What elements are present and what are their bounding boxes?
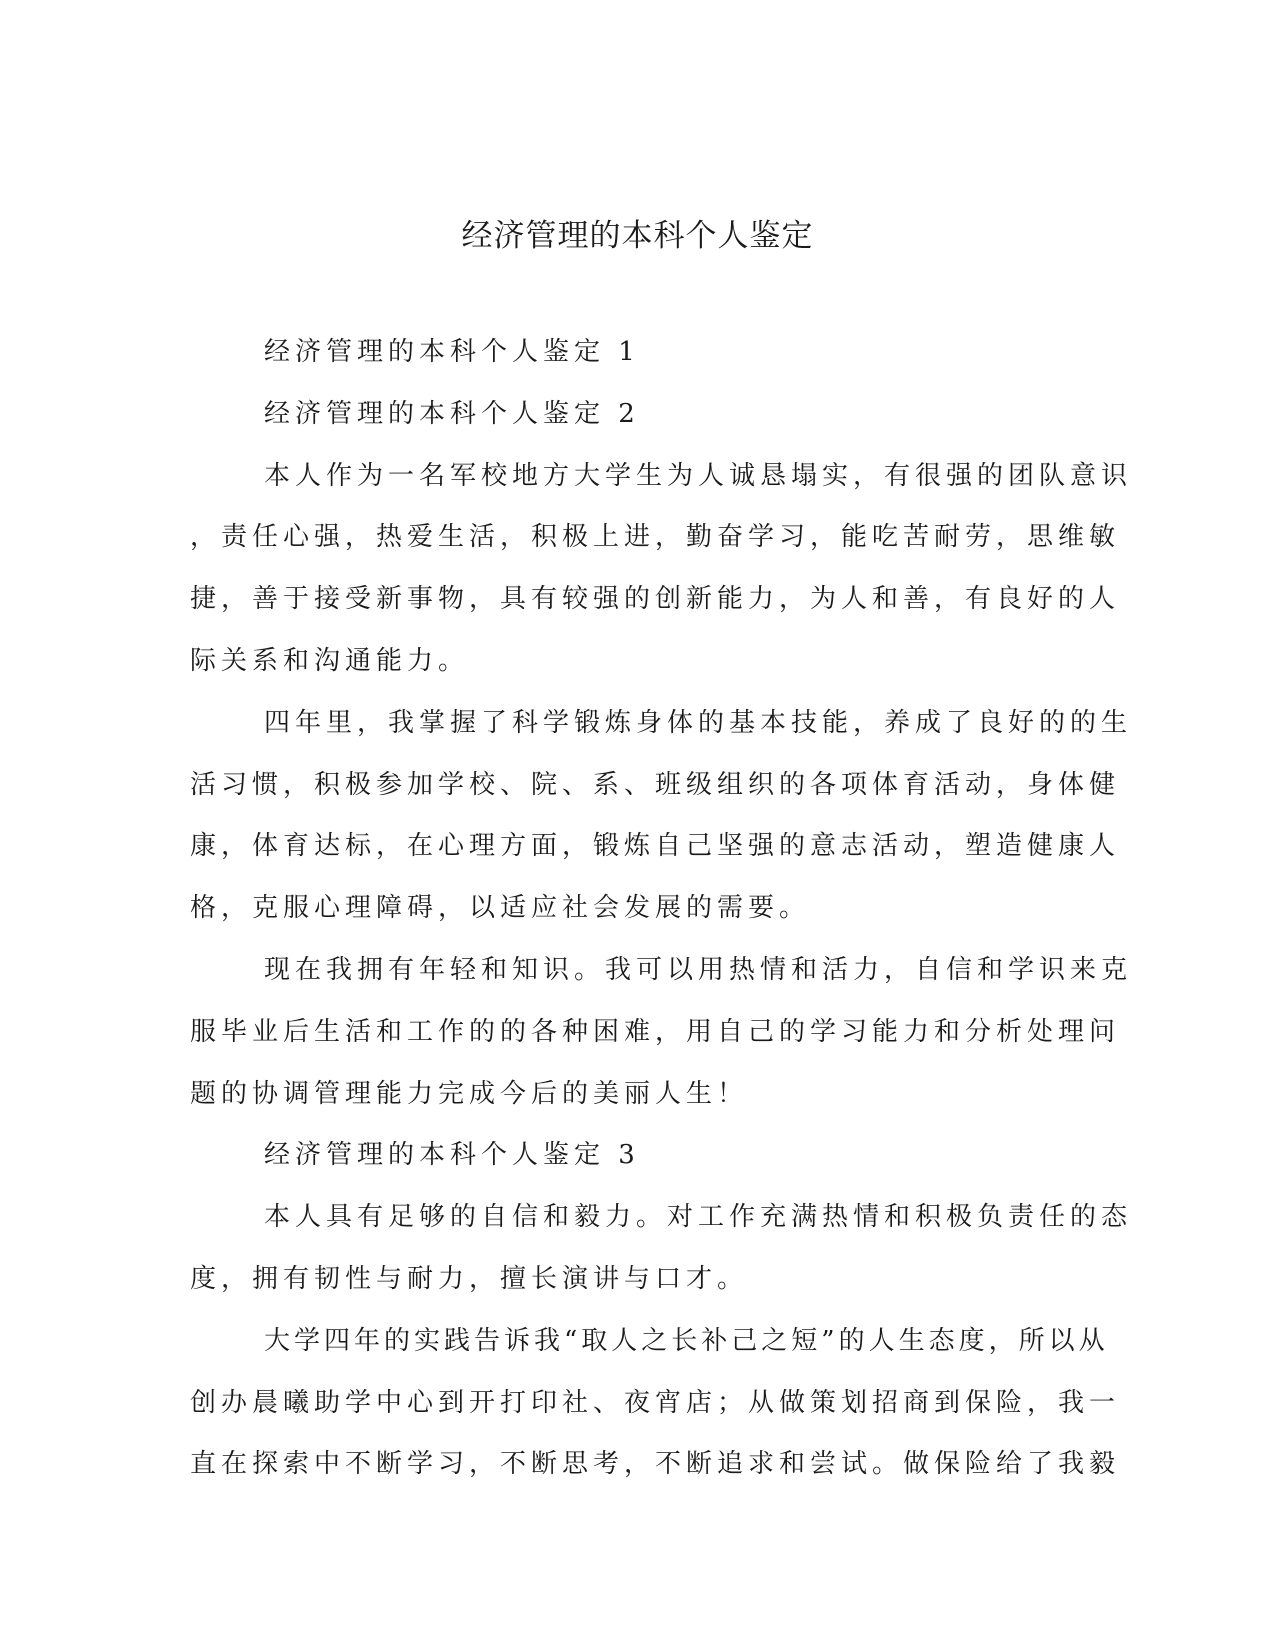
text-line: 本人具有足够的自信和毅力。对工作充满热情和积极负责任的态 [264,1202,1133,1233]
text-line: 直在探索中不断学习，不断思考，不断追求和尝试。做保险给了我毅 [190,1449,1121,1480]
text-line: 格，克服心理障碍，以适应社会发展的需要。 [190,893,811,924]
text-line: 经济管理的本科个人鉴定 2 [264,398,640,429]
text-line: 现在我拥有年轻和知识。我可以用热情和活力，自信和学识来克 [264,954,1133,985]
text-line: ，责任心强，热爱生活，积极上进，勤奋学习，能吃苦耐劳，思维敏 [190,522,1121,553]
text-line: 际关系和沟通能力。 [190,645,470,676]
document-body [190,332,1133,1506]
page-title: 经济管理的本科个人鉴定 [461,218,814,254]
text-line: 度，拥有韧性与耐力，擅长演讲与口才。 [190,1263,749,1294]
text-line: 活习惯，积极参加学校、院、系、班级组织的各项体育活动，身体健 [190,769,1121,800]
text-line: 康，体育达标，在心理方面，锻炼自己坚强的意志活动，塑造健康人 [190,831,1121,862]
text-line: 创办晨曦助学中心到开打印社、夜宵店；从做策划招商到保险，我一 [190,1387,1121,1418]
text-line: 捷，善于接受新事物，具有较强的创新能力，为人和善，有良好的人 [190,584,1121,615]
text-line: 服毕业后生活和工作的的各种困难，用自己的学习能力和分析处理问 [190,1016,1121,1047]
text-line: 经济管理的本科个人鉴定 3 [264,1140,640,1171]
text-line: 大学四年的实践告诉我“取人之长补己之短”的人生态度，所以从 [264,1325,1109,1356]
text-line: 本人作为一名军校地方大学生为人诚恳塌实，有很强的团队意识 [264,460,1133,491]
text-line: 题的协调管理能力完成今后的美丽人生！ [190,1078,749,1109]
text-line: 经济管理的本科个人鉴定 1 [264,337,640,367]
text-line: 四年里，我掌握了科学锻炼身体的基本技能，养成了良好的的生 [264,707,1133,738]
